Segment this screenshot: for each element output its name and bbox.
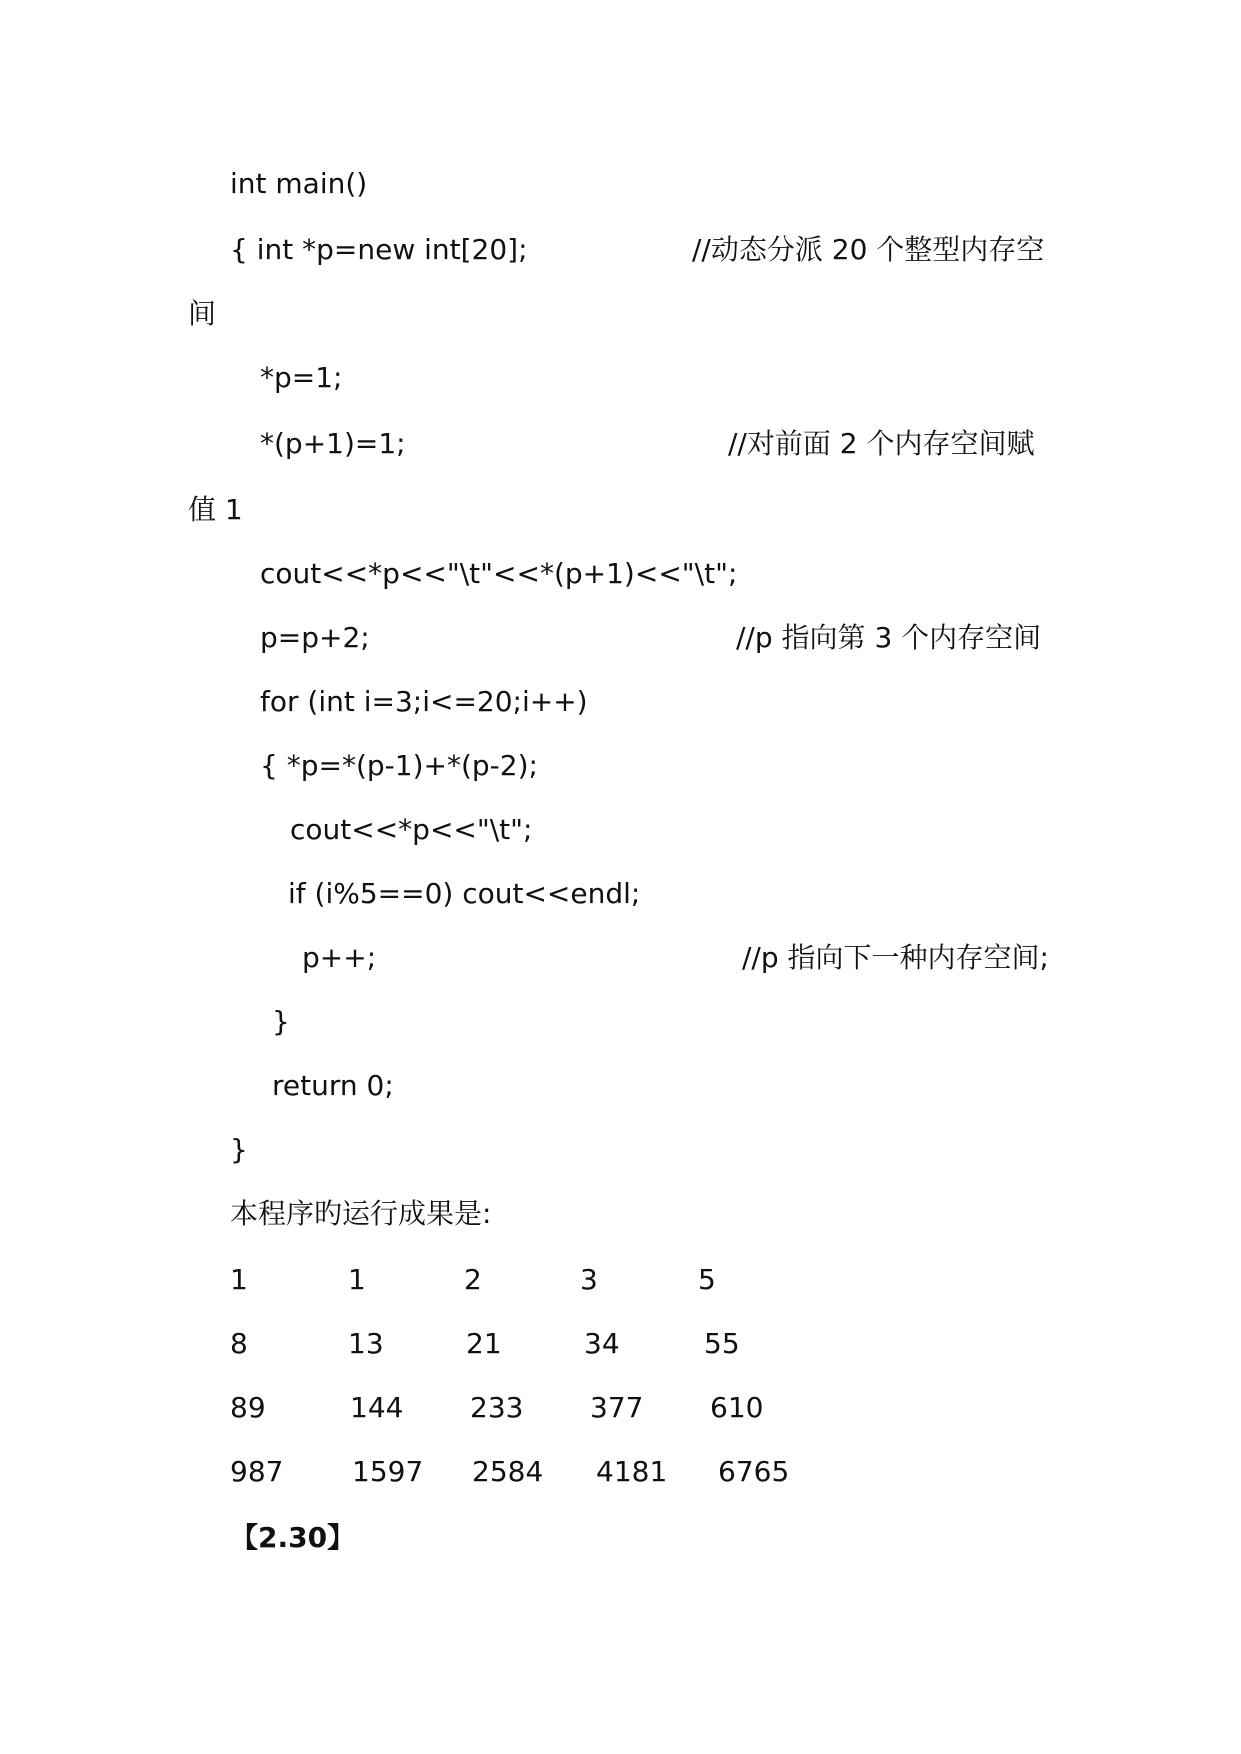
code-line-main: int main()	[230, 167, 368, 200]
result-cell: 1	[348, 1263, 366, 1296]
result-cell: 2	[464, 1263, 482, 1296]
code-comment-assign: //对前面 2 个内存空间赋	[728, 427, 1035, 460]
result-cell: 13	[348, 1327, 384, 1360]
result-cell: 34	[584, 1327, 620, 1360]
code-line-return: return 0;	[272, 1069, 394, 1102]
code-comment-alloc-wrap: 间	[188, 297, 217, 330]
code-line-assign-first: *p=1;	[260, 361, 343, 394]
code-line-main-close: }	[230, 1133, 248, 1166]
code-line-loop-close: }	[272, 1005, 290, 1038]
result-cell: 21	[466, 1327, 502, 1360]
result-cell: 89	[230, 1391, 266, 1424]
result-cell: 377	[590, 1391, 644, 1424]
result-cell: 3	[580, 1263, 598, 1296]
code-line-pointer-increment: p++;	[302, 941, 377, 974]
code-line-assign-second: *(p+1)=1;	[260, 427, 406, 460]
result-cell: 233	[470, 1391, 524, 1424]
result-intro: 本程序旳运行成果是:	[230, 1197, 492, 1230]
result-cell: 4181	[596, 1455, 668, 1488]
result-cell: 2584	[472, 1455, 544, 1488]
code-line-cout-value: cout<<*p<<"\t";	[290, 813, 533, 846]
code-comment-pointer-next: //p 指向下一种内存空间;	[742, 941, 1049, 974]
result-cell: 55	[704, 1327, 740, 1360]
result-cell: 144	[350, 1391, 404, 1424]
result-cell: 8	[230, 1327, 248, 1360]
result-cell: 987	[230, 1455, 284, 1488]
code-comment-alloc: //动态分派 20 个整型内存空	[692, 233, 1045, 266]
result-cell: 610	[710, 1391, 764, 1424]
code-line-fib-sum: { *p=*(p-1)+*(p-2);	[260, 749, 538, 782]
code-comment-pointer-third: //p 指向第 3 个内存空间	[736, 621, 1042, 654]
code-line-for-loop: for (int i=3;i<=20;i++)	[260, 685, 588, 718]
code-line-new-array: { int *p=new int[20];	[230, 233, 528, 266]
code-line-pointer-advance: p=p+2;	[260, 621, 370, 654]
code-comment-assign-wrap: 值 1	[188, 493, 243, 526]
section-heading: 【2.30】	[230, 1521, 356, 1554]
code-line-if-endl: if (i%5==0) cout<<endl;	[288, 877, 641, 910]
code-line-cout-first: cout<<*p<<"\t"<<*(p+1)<<"\t";	[260, 557, 738, 590]
result-cell: 1597	[352, 1455, 424, 1488]
result-cell: 6765	[718, 1455, 790, 1488]
result-cell: 5	[698, 1263, 716, 1296]
result-cell: 1	[230, 1263, 248, 1296]
